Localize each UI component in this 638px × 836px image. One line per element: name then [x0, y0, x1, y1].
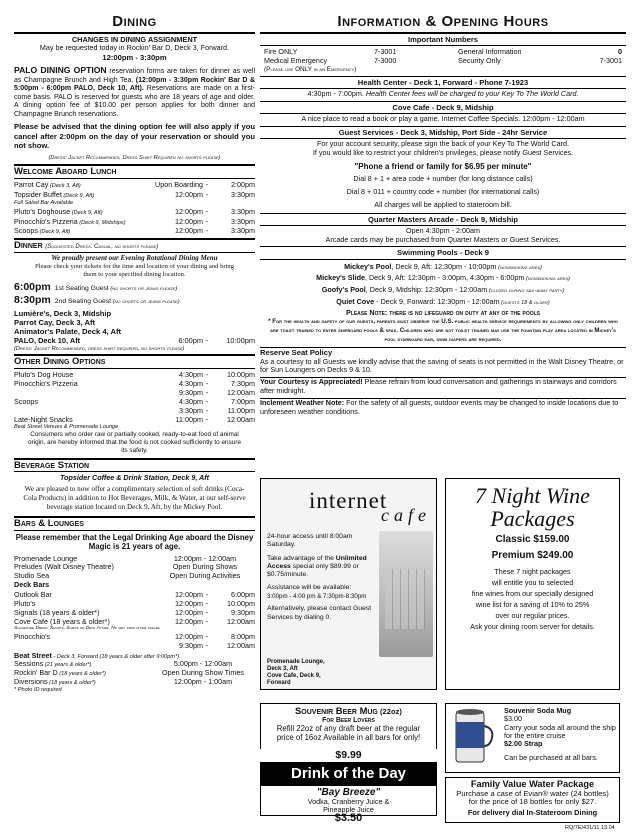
list-item: Cove Cafe (18 years & older*) 12:00pm - 12:00am: [14, 616, 255, 626]
wine-packages-box: [445, 478, 620, 690]
table-row: Fire ONLY 7-3001 General Information 0: [264, 47, 622, 57]
cafe-logo: cafe: [381, 505, 431, 525]
dinner-header: Dinner (Suggested Dress: Casual, no shorts please): [14, 238, 255, 253]
list-item: Pinocchio's Pizzeria (Deck 9, Midships) 12:00pm - 3:30pm: [14, 216, 255, 226]
gs-text-1: For your account security, please sign the back of your Key To The World Card.: [317, 138, 569, 148]
numbers-table: [260, 46, 626, 73]
numbers-note: (Please use ONLY in an Emergency): [264, 65, 357, 73]
drink-of-day-title: Drink of the Day: [260, 762, 437, 786]
numbers-header: Important Numbers: [260, 34, 626, 46]
internet-text: 24-hour access until 8:00am Saturday. Take advantage of the Unlimited Access special only $89.99 or $0.75/minute. Assistance will be available: 3:00pm - 4:00 pm & 7:30pm-8:30pm Alternatively, please contact Guest Services by dialing 0.: [267, 533, 372, 621]
lifeguard-note: Please Note: there is no lifeguard on duty at any of the pools: [345, 308, 541, 318]
soda-mug-box: [445, 703, 620, 773]
list-item: Diversions (18 years & older*) 12:00pm - 1:00am: [14, 677, 233, 687]
list-item: Parrot Cay (Deck 3, Aft) Upon Boarding - 2:00pm: [14, 179, 255, 189]
arcade-block: Open 4:30pm - 2:00am Arcade cards may be purchased from Quarter Masters or Guest Services.: [325, 225, 561, 244]
salad-bar-note: Full Salad Bar Available: [14, 199, 74, 206]
list-item: Topsider Buffet (Deck 9, Aft) 12:00pm - 3:30pm: [14, 189, 255, 199]
palo-dinner-row: PALO, Deck 10, Aft 6:00pm - 10:00pm: [14, 336, 255, 346]
info-title: Information & Opening Hours: [337, 13, 549, 30]
gs-dial-2: Dial 8 + 011 + country code + number (for international calls): [346, 187, 540, 197]
list-item: Mickey's Slide, Deck 9, Aft: 12:30pm - 3:00pm, 4:30pm - 6:00pm (nonsmoking area): [316, 273, 570, 283]
water-package-box: [445, 777, 620, 823]
list-item: Rockin' Bar D (18 years & older*) Open During Show Times: [14, 668, 244, 678]
lunch-header: Welcome Aboard Lunch: [14, 164, 255, 179]
lunch-list: [14, 180, 255, 237]
table-row: Medical Emergency 7-3000 Security Only 7-3001: [264, 56, 622, 66]
pinocchio-list: [14, 632, 255, 650]
pool-safety-note: * For the health and safety of our guests, parents must observe the U.S. public health service requirements by allowing only children who are toilet trained to enter shipboard pools & spas. Children who are not toilet trained may use the fountain play area located in Mickey's pool starboard ear, swim diapers are required.: [268, 318, 618, 344]
dining-column: [14, 0, 255, 694]
gs-dial-1: Dial 8 + 1 + area code + number (for long distance calls): [353, 174, 533, 184]
cove-text: A nice place to read a book or play a game. Internet Coffee Specials. 12:00pm - 12:00am: [301, 113, 585, 123]
internet-locations: Promenade Lounge, Deck 3, Aft Cove Cafe, Deck 9, Forward: [267, 659, 325, 686]
beer-for: For Beer Lovers: [322, 716, 375, 724]
list-item: 9:30pm - 12:00am: [179, 388, 255, 398]
seating-2: 8:30pm 2nd Seating Guest (no shorts or jeans please): [14, 293, 180, 306]
deck-dress: Suggested Dress: Shorts, Shirts or Deck Attire. No wet swim attire please.: [14, 625, 161, 631]
gs-text-2: If you would like to restrict your children's privileges, please notify Guest Services.: [312, 147, 574, 157]
drink-price: $3.50: [334, 812, 363, 824]
wine-premium: Premium $249.00: [491, 550, 574, 562]
health-header: Health Center - Deck 1, Forward - Phone 7-1923: [260, 77, 626, 89]
internet-logo: internet: [309, 488, 388, 513]
divider: [14, 32, 255, 34]
list-item: Quiet Cove - Deck 9, Forward: 12:30pm - 12:00am (guests 18 & older): [336, 296, 550, 306]
list-item: Outlook Bar 12:00pm - 6:00pm: [14, 589, 255, 599]
seat-header: Reserve Seat Policy: [260, 348, 333, 358]
wine-ask: Ask your dining room server for details.: [470, 622, 595, 632]
dinner-check: Please check your tickets for the time and location of your dining and bring them to your specified dining location.: [34, 262, 235, 278]
beverage-header: Beverage Station: [14, 458, 255, 473]
palo-paragraph: [14, 65, 255, 119]
list-item: Promenade Lounge 12:00pm - 12:00am: [14, 553, 237, 563]
beat-street-title: Beat Street - Deck 3, Forward (18 years & older after 9:00pm*): [14, 650, 180, 660]
raw-food-notice: Consumers who order raw or partially cooked, ready-to-eat food of animal origin, are hereby informed that the food is not cooked sufficiently to ensure its safety.: [27, 431, 242, 454]
guest-services-block: [260, 139, 626, 212]
internet-cafe-box: [260, 478, 437, 690]
palo-warning: Please be advised that the dining option fee will also apply if you cancel after 2:00pm on the day of your reservation or should you not show.: [14, 122, 255, 150]
other-dining-header: Other Dining Options: [14, 354, 255, 369]
palo-lead: PALO DINING OPTION: [14, 65, 107, 76]
water-delivery: For delivery dial In-Stateroom Dining: [467, 807, 598, 817]
wine-text: These 7 night packages will entitle you to selected fine wines from our specially designed wine list for a saving of 10% to 25% over our regular prices.: [471, 566, 594, 621]
weather-block: Inclement Weather Note: For the safety of all guests, outdoor events may be changed to inside locations due to unforeseen weather conditions.: [260, 397, 619, 416]
other-venues: Beat Street Venues & Promenade Lounge: [14, 424, 119, 431]
gs-phone: "Phone a friend or family for $6.95 per minute": [354, 161, 532, 171]
deck-bars-list: [14, 590, 255, 626]
beer-price: $9.99: [260, 749, 437, 762]
list-item: Scoops (Deck 9, Aft) 12:00pm - 3:30pm: [14, 226, 255, 236]
seat-text: As a courtesy to all Guests we kindly advise that the saving of seats is not permitted in the Walt Disney Theatre, or for Sun Loungers on Decks 9 & 10.: [260, 356, 624, 375]
palo-dress-code: (Dress: Jacket Recommended, Dress Shirt Required no shorts please): [48, 155, 221, 161]
other-dining-list: [14, 370, 255, 424]
beer-text: Refill 22oz of any draft beer at the regular price of 16oz Available in all bars for only!: [276, 724, 421, 742]
seating-1: 6:00pm 1st Seating Guest (no shorts or jeans please): [14, 280, 178, 293]
palo-hours: (12:00pm - 3:30pm Rockin' Bar D & 5:00pm - 6:00pm PALO, Deck 10, Aft).: [14, 76, 255, 93]
gs-charges: All charges will be applied to stateroom bill.: [374, 199, 512, 209]
dinner-dress: (Suggested Dress: Casual, no shorts please): [45, 244, 159, 251]
health-text: 4:30pm - 7:00pm. Health Center fees will be charged to your Key To The World Card.: [307, 88, 579, 98]
venue-lumieres: Lumière's, Deck 3, Midship: [14, 308, 112, 318]
list-item: Goofy's Pool, Deck 9, Midship: 12:30pm - 12:00am (closed during sail-away party): [321, 284, 565, 294]
wine-title-2: Packages: [490, 506, 575, 531]
bars-header: Bars & Lounges: [14, 516, 255, 531]
list-item: Pluto's Doghouse (Deck 9, Aft) 12:00pm - 3:30pm: [14, 206, 255, 216]
list-item: 3:30pm - 11:00pm: [179, 406, 255, 416]
wine-classic: Classic $159.00: [495, 534, 570, 546]
beat-street-list: [14, 660, 255, 686]
water-text: Purchase a case of Evian® water (24 bottles) for the price of 18 bottles for only $27.: [456, 789, 609, 807]
list-item: Mickey's Pool, Deck 9, Aft: 12:30pm - 10:00pm (nonsmoking area): [344, 261, 542, 271]
beer-title: Souvenir Beer Mug (22oz): [295, 705, 402, 716]
wine-title-1: 7 Night Wine: [475, 483, 590, 508]
list-item: Sessions (21 years & older*) 5:00pm - 12:00am: [14, 659, 233, 669]
list-item: Studio Sea Open During Activities: [14, 571, 241, 581]
list-item: Pinocchio's Pizzeria 4:30pm - 7:30pm: [14, 379, 255, 389]
guest-services-header: Guest Services - Deck 3, Midship, Port Side - 24hr Service: [260, 127, 626, 139]
changes-title: CHANGES IN DINING ASSIGNMENT: [71, 35, 198, 44]
cove-header: Cove Cafe - Deck 9, Midship: [260, 102, 626, 114]
pools-list: [260, 260, 626, 348]
list-item: Pinocchio's 12:00pm - 8:00pm: [14, 631, 255, 641]
arcade-header: Quarter Masters Arcade - Deck 9, Midship: [260, 214, 626, 226]
beverage-sub: Topsider Coffee & Drink Station, Deck 9, Aft: [59, 473, 210, 483]
changes-time: 12:00pm - 3:30pm: [102, 52, 167, 62]
water-title: Family Value Water Package: [470, 779, 595, 789]
list-item: 9:30pm - 12:00am: [179, 640, 255, 650]
dining-title: Dining: [112, 13, 157, 30]
drink-desc: Vodka, Cranberry Juice & Pineapple Juice: [307, 797, 390, 814]
list-item: Signals (18 years & older*) 12:00pm - 9:30pm: [14, 607, 255, 617]
changes-text: May be requested today in Rockin' Bar D, Deck 3, Forward.: [39, 43, 230, 53]
palo-text-2: Reservations are made on a first-come basis. PALO is reserved for guests who are 18 years of age and older. A dining option fee of $10.00 per person applies for both dinner and Champagne Brunch reservations.: [14, 85, 255, 118]
footer-code: RQ/7E/431/11 13.04: [565, 825, 615, 831]
pools-header: Swimming Pools - Deck 9: [260, 247, 626, 259]
photo-id-note: * Photo ID required: [14, 686, 62, 693]
list-item: Pluto's 12:00pm - 10:00pm: [14, 598, 255, 608]
palo-text: reservation forms are taken for dinner as well as Champagne Brunch and High Tea.: [14, 68, 255, 84]
list-item: Preludes (Walt Disney Theatre) Open During Shows: [14, 562, 238, 572]
bars-top-list: [14, 555, 255, 581]
dinner-proud: We proudly present our Evening Rotational Dining Menu: [51, 254, 218, 263]
list-item: Scoops 4:30pm - 7:00pm: [14, 397, 255, 407]
drinking-age-note: Please remember that the Legal Drinking Age aboard the Disney Magic is 21 years of age.: [15, 532, 254, 552]
info-column: [260, 0, 626, 416]
venue-parrot-cay: Parrot Cay, Deck 3, Aft: [14, 317, 96, 327]
list-item: Late-Night Snacks 11:00pm - 12:00am: [14, 415, 255, 425]
courtesy-block: Your Courtesy is Appreciated! Please refrain from loud conversation and gatherings in stairways and corridors after midnight.: [260, 377, 617, 395]
drink-name: "Bay Breeze": [316, 787, 381, 798]
keyboard-image: [379, 531, 433, 657]
list-item: Pluto's Dog House 4:30pm - 10:00pm: [14, 370, 255, 380]
soda-mug-image: [452, 708, 496, 766]
deck-bars-title: Deck Bars: [14, 579, 50, 589]
palo-dinner-dress: (Dress: Jacket Recommended, dress shirt required, no shorts please): [14, 345, 185, 352]
soda-text: Souvenir Soda Mug $3.00 Carry your soda all around the ship for the entire cruise $2.00 Strap Can be purchased at all bars.: [504, 706, 616, 763]
venue-animators: Animator's Palate, Deck 4, Aft: [14, 327, 122, 337]
beverage-text: We are pleased to now offer a complimentary selection of soft drinks (Coca-Cola Products) in addition to Hot Beverages, Milk, & Water, at our self-serve beverage station located on Deck 9, Aft, by the Mickey Pool.: [23, 485, 246, 511]
